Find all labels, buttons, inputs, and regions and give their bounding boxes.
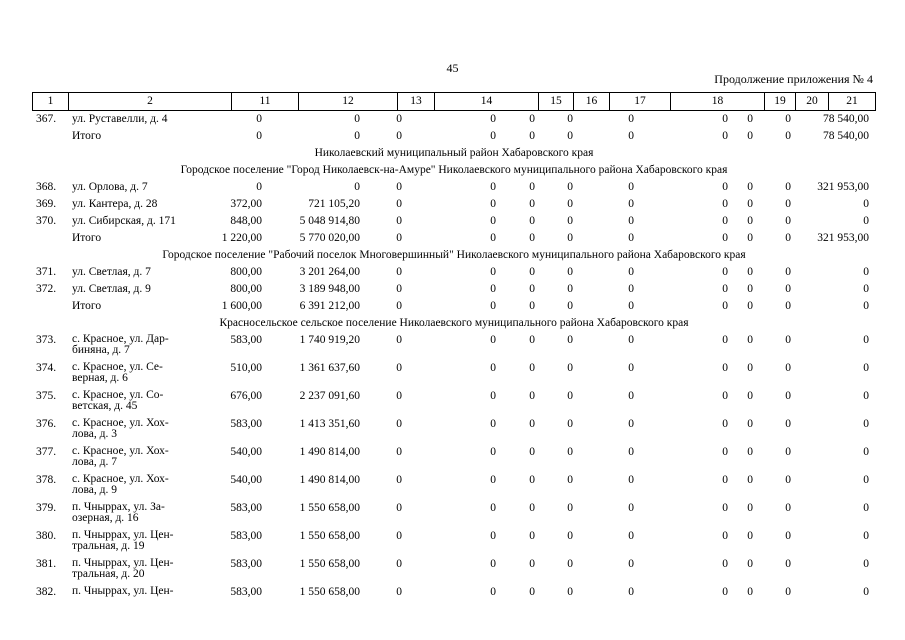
- value-cell: 510,00: [230, 362, 262, 374]
- value-cell: 0: [722, 283, 728, 295]
- header-cell: 12: [298, 93, 397, 110]
- value-cell: 0: [567, 215, 573, 227]
- value-cell: 0: [747, 181, 753, 193]
- value-cell: 0: [722, 446, 728, 458]
- value-cell: 0: [628, 530, 634, 542]
- value-cell: 0: [567, 130, 573, 142]
- address-cell: с. Красное, ул. Со-ветская, д. 45: [72, 389, 164, 412]
- section-heading: Городское поселение "Рабочий поселок Многовершинный" Николаевского муниципального района Хабаровского края: [162, 249, 746, 261]
- value-cell: 0: [490, 266, 496, 278]
- table-row: [32, 111, 876, 128]
- value-cell: 0: [567, 418, 573, 430]
- value-cell: 1 413 351,60: [299, 418, 360, 430]
- value-cell: 5 770 020,00: [299, 232, 360, 244]
- address-cell: Итого: [72, 232, 102, 244]
- value-cell: 0: [863, 474, 869, 486]
- value-cell: 0: [567, 334, 573, 346]
- value-cell: 321 953,00: [817, 181, 869, 193]
- value-cell: 0: [722, 181, 728, 193]
- value-cell: 0: [722, 474, 728, 486]
- value-cell: 0: [628, 215, 634, 227]
- value-cell: 0: [628, 181, 634, 193]
- table-row: [32, 416, 876, 444]
- value-cell: 0: [529, 558, 535, 570]
- value-cell: 721 105,20: [308, 198, 360, 210]
- value-cell: 0: [722, 300, 728, 312]
- value-cell: 0: [529, 586, 535, 598]
- value-cell: 800,00: [230, 266, 262, 278]
- table-row: [32, 472, 876, 500]
- value-cell: 0: [628, 446, 634, 458]
- value-cell: 583,00: [230, 334, 262, 346]
- value-cell: 0: [529, 530, 535, 542]
- value-cell: 0: [529, 130, 535, 142]
- value-cell: 0: [628, 300, 634, 312]
- value-cell: 0: [529, 113, 535, 125]
- table-row: [32, 213, 876, 230]
- value-cell: 0: [747, 362, 753, 374]
- table-row: [32, 179, 876, 196]
- address-cell: ул. Кантера, д. 28: [72, 198, 158, 210]
- value-cell: 0: [863, 502, 869, 514]
- value-cell: 0: [628, 130, 634, 142]
- section-heading: Красносельское сельское поселение Николаевского муниципального района Хабаровского края: [219, 317, 689, 329]
- value-cell: 0: [529, 362, 535, 374]
- address-cell: п. Чныррах, ул. Цен-тральная, д. 20: [72, 557, 174, 580]
- address-cell: ул. Руставелли, д. 4: [72, 113, 168, 125]
- value-cell: 0: [567, 181, 573, 193]
- address-cell: ул. Орлова, д. 7: [72, 181, 148, 193]
- value-cell: 0: [396, 446, 402, 458]
- value-cell: 583,00: [230, 530, 262, 542]
- row-number: [32, 128, 72, 145]
- value-cell: 0: [396, 390, 402, 402]
- value-cell: 0: [567, 474, 573, 486]
- header-cell: 17: [609, 93, 670, 110]
- value-cell: 0: [490, 586, 496, 598]
- value-cell: 0: [567, 232, 573, 244]
- value-cell: 0: [863, 586, 869, 598]
- value-cell: 0: [490, 283, 496, 295]
- value-cell: 1 600,00: [221, 300, 262, 312]
- value-cell: 0: [747, 446, 753, 458]
- value-cell: 0: [396, 418, 402, 430]
- value-cell: 0: [490, 390, 496, 402]
- value-cell: 0: [490, 232, 496, 244]
- page-number: 45: [446, 61, 459, 75]
- value-cell: 0: [529, 474, 535, 486]
- value-cell: 0: [722, 418, 728, 430]
- value-cell: 0: [863, 390, 869, 402]
- table-row: [32, 556, 876, 584]
- value-cell: 0: [722, 586, 728, 598]
- value-cell: 0: [628, 283, 634, 295]
- value-cell: 0: [863, 418, 869, 430]
- value-cell: 0: [256, 113, 262, 125]
- section-heading: Николаевский муниципальный район Хабаровского края: [314, 147, 594, 159]
- row-number: 376.: [36, 418, 57, 430]
- row-number: 380.: [36, 530, 57, 542]
- value-cell: 0: [628, 390, 634, 402]
- value-cell: 0: [490, 502, 496, 514]
- table-row: [32, 264, 876, 281]
- value-cell: 0: [785, 418, 791, 430]
- value-cell: 0: [529, 334, 535, 346]
- value-cell: 583,00: [230, 586, 262, 598]
- value-cell: 0: [747, 232, 753, 244]
- value-cell: 3 189 948,00: [299, 283, 360, 295]
- value-cell: 0: [747, 113, 753, 125]
- value-cell: 0: [490, 130, 496, 142]
- address-cell: п. Чныррах, ул. Цен-: [72, 585, 174, 597]
- address-cell: с. Красное, ул. Хох-лова, д. 7: [72, 445, 169, 468]
- value-cell: 0: [567, 390, 573, 402]
- value-cell: 0: [567, 300, 573, 312]
- value-cell: 1 550 658,00: [299, 530, 360, 542]
- value-cell: 0: [628, 502, 634, 514]
- value-cell: 0: [863, 266, 869, 278]
- value-cell: 0: [863, 362, 869, 374]
- value-cell: 6 391 212,00: [299, 300, 360, 312]
- value-cell: 0: [529, 181, 535, 193]
- header-cell: 19: [764, 93, 795, 110]
- value-cell: 0: [863, 446, 869, 458]
- value-cell: 0: [722, 362, 728, 374]
- value-cell: 540,00: [230, 474, 262, 486]
- value-cell: 0: [529, 232, 535, 244]
- value-cell: 0: [567, 558, 573, 570]
- value-cell: 321 953,00: [817, 232, 869, 244]
- value-cell: 0: [785, 215, 791, 227]
- header-cell: 20: [795, 93, 828, 110]
- value-cell: 0: [785, 300, 791, 312]
- value-cell: 0: [628, 266, 634, 278]
- value-cell: 0: [628, 198, 634, 210]
- value-cell: 0: [785, 362, 791, 374]
- value-cell: 0: [567, 446, 573, 458]
- value-cell: 0: [785, 586, 791, 598]
- value-cell: 0: [785, 283, 791, 295]
- value-cell: 0: [354, 130, 360, 142]
- row-number: 369.: [36, 198, 57, 210]
- value-cell: 0: [628, 558, 634, 570]
- table-row: [32, 332, 876, 360]
- value-cell: 0: [785, 232, 791, 244]
- value-cell: 0: [529, 390, 535, 402]
- value-cell: 0: [396, 300, 402, 312]
- value-cell: 0: [785, 181, 791, 193]
- table-row: [32, 444, 876, 472]
- address-cell: п. Чныррах, ул. За-озерная, д. 16: [72, 501, 165, 524]
- header-cell: 14: [434, 93, 538, 110]
- value-cell: 0: [396, 558, 402, 570]
- value-cell: 0: [567, 198, 573, 210]
- value-cell: 0: [628, 232, 634, 244]
- value-cell: 0: [747, 530, 753, 542]
- value-cell: 0: [747, 283, 753, 295]
- value-cell: 0: [747, 198, 753, 210]
- address-cell: ул. Светлая, д. 7: [72, 266, 151, 278]
- header-cell: 18: [670, 93, 764, 110]
- value-cell: 1 550 658,00: [299, 586, 360, 598]
- value-cell: 540,00: [230, 446, 262, 458]
- value-cell: 0: [256, 181, 262, 193]
- value-cell: 0: [747, 558, 753, 570]
- row-number: 378.: [36, 474, 57, 486]
- address-cell: Итого: [72, 130, 102, 142]
- value-cell: 583,00: [230, 502, 262, 514]
- value-cell: 0: [396, 530, 402, 542]
- value-cell: 0: [628, 113, 634, 125]
- value-cell: 0: [567, 502, 573, 514]
- value-cell: 583,00: [230, 558, 262, 570]
- address-cell: с. Красное, ул. Хох-лова, д. 9: [72, 473, 169, 496]
- value-cell: 0: [722, 390, 728, 402]
- value-cell: 0: [490, 530, 496, 542]
- address-cell: п. Чныррах, ул. Цен-тральная, д. 19: [72, 529, 174, 552]
- total-row: [32, 128, 876, 145]
- value-cell: 0: [490, 300, 496, 312]
- address-cell: ул. Светлая, д. 9: [72, 283, 151, 295]
- value-cell: 0: [863, 283, 869, 295]
- value-cell: 0: [863, 215, 869, 227]
- value-cell: 0: [529, 215, 535, 227]
- value-cell: 0: [490, 362, 496, 374]
- value-cell: 0: [785, 474, 791, 486]
- value-cell: 0: [354, 113, 360, 125]
- value-cell: 0: [529, 502, 535, 514]
- value-cell: 0: [628, 362, 634, 374]
- value-cell: 0: [785, 266, 791, 278]
- table-row: [32, 360, 876, 388]
- value-cell: 0: [256, 130, 262, 142]
- table-row: [32, 196, 876, 213]
- value-cell: 0: [490, 418, 496, 430]
- value-cell: 0: [396, 502, 402, 514]
- value-cell: 0: [722, 334, 728, 346]
- value-cell: 0: [567, 266, 573, 278]
- appendix-table: [32, 92, 876, 612]
- value-cell: 0: [567, 113, 573, 125]
- value-cell: 1 550 658,00: [299, 558, 360, 570]
- address-cell: с. Красное, ул. Се-верная, д. 6: [72, 361, 163, 384]
- value-cell: 5 048 914,80: [299, 215, 360, 227]
- value-cell: 0: [396, 362, 402, 374]
- value-cell: 0: [490, 474, 496, 486]
- value-cell: 0: [529, 198, 535, 210]
- table-row: [32, 528, 876, 556]
- value-cell: 0: [529, 283, 535, 295]
- value-cell: 0: [722, 198, 728, 210]
- row-number: 370.: [36, 215, 57, 227]
- value-cell: 0: [396, 266, 402, 278]
- value-cell: 0: [863, 558, 869, 570]
- value-cell: 1 220,00: [221, 232, 262, 244]
- value-cell: 0: [396, 198, 402, 210]
- value-cell: 1 490 814,00: [299, 446, 360, 458]
- value-cell: 0: [722, 232, 728, 244]
- row-number: [32, 298, 72, 315]
- value-cell: 0: [722, 130, 728, 142]
- value-cell: 0: [747, 300, 753, 312]
- table-row: [32, 584, 876, 612]
- row-number: [32, 230, 72, 247]
- table-row: [32, 281, 876, 298]
- value-cell: 0: [863, 334, 869, 346]
- value-cell: 0: [628, 586, 634, 598]
- value-cell: 0: [863, 198, 869, 210]
- value-cell: 0: [747, 390, 753, 402]
- value-cell: 1 740 919,20: [299, 334, 360, 346]
- header-cell: 21: [828, 93, 876, 110]
- header-cell: 11: [231, 93, 298, 110]
- value-cell: 0: [396, 474, 402, 486]
- table-header-row: [32, 92, 876, 111]
- value-cell: 0: [785, 113, 791, 125]
- value-cell: 0: [785, 390, 791, 402]
- value-cell: 0: [490, 446, 496, 458]
- value-cell: 0: [747, 502, 753, 514]
- value-cell: 0: [529, 266, 535, 278]
- row-number: 372.: [36, 283, 57, 295]
- value-cell: 0: [396, 334, 402, 346]
- value-cell: 0: [396, 113, 402, 125]
- value-cell: 0: [747, 474, 753, 486]
- value-cell: 0: [785, 334, 791, 346]
- value-cell: 1 490 814,00: [299, 474, 360, 486]
- value-cell: 0: [747, 418, 753, 430]
- value-cell: 1 550 658,00: [299, 502, 360, 514]
- table-row: [32, 388, 876, 416]
- value-cell: 0: [567, 586, 573, 598]
- value-cell: 0: [722, 215, 728, 227]
- address-cell: Итого: [72, 300, 102, 312]
- value-cell: 0: [785, 198, 791, 210]
- value-cell: 0: [722, 530, 728, 542]
- value-cell: 0: [628, 334, 634, 346]
- value-cell: 372,00: [230, 198, 262, 210]
- value-cell: 848,00: [230, 215, 262, 227]
- table-row: [32, 500, 876, 528]
- total-row: [32, 298, 876, 315]
- value-cell: 0: [722, 113, 728, 125]
- value-cell: 0: [396, 130, 402, 142]
- header-cell: 15: [538, 93, 573, 110]
- value-cell: 0: [529, 446, 535, 458]
- value-cell: 1 361 637,60: [299, 362, 360, 374]
- row-number: 377.: [36, 446, 57, 458]
- value-cell: 0: [529, 300, 535, 312]
- value-cell: 0: [747, 266, 753, 278]
- value-cell: 0: [747, 334, 753, 346]
- row-number: 374.: [36, 362, 57, 374]
- value-cell: 0: [567, 362, 573, 374]
- value-cell: 0: [747, 130, 753, 142]
- value-cell: 0: [628, 418, 634, 430]
- row-number: 368.: [36, 181, 57, 193]
- value-cell: 0: [785, 502, 791, 514]
- value-cell: 0: [396, 181, 402, 193]
- continuation-caption: Продолжение приложения № 4: [714, 72, 873, 86]
- header-cell: 16: [573, 93, 609, 110]
- value-cell: 0: [567, 283, 573, 295]
- value-cell: 0: [785, 446, 791, 458]
- value-cell: 800,00: [230, 283, 262, 295]
- section-heading: Городское поселение "Город Николаевск-на-Амуре" Николаевского муниципального района Хабаровского края: [180, 164, 728, 176]
- header-cell: 13: [397, 93, 434, 110]
- total-row: [32, 230, 876, 247]
- value-cell: 0: [863, 530, 869, 542]
- row-number: 367.: [36, 113, 57, 125]
- value-cell: 3 201 264,00: [299, 266, 360, 278]
- value-cell: 0: [396, 232, 402, 244]
- row-number: 379.: [36, 502, 57, 514]
- value-cell: 0: [396, 586, 402, 598]
- row-number: 375.: [36, 390, 57, 402]
- value-cell: 0: [628, 474, 634, 486]
- value-cell: 0: [747, 215, 753, 227]
- row-number: 382.: [36, 586, 57, 598]
- row-number: 381.: [36, 558, 57, 570]
- value-cell: 0: [490, 334, 496, 346]
- row-number: 371.: [36, 266, 57, 278]
- value-cell: 0: [396, 215, 402, 227]
- value-cell: 0: [490, 558, 496, 570]
- value-cell: 78 540,00: [823, 130, 869, 142]
- value-cell: 0: [396, 283, 402, 295]
- value-cell: 0: [785, 558, 791, 570]
- value-cell: 0: [354, 181, 360, 193]
- value-cell: 0: [490, 215, 496, 227]
- value-cell: 0: [490, 181, 496, 193]
- value-cell: 0: [722, 266, 728, 278]
- header-cell: 2: [68, 93, 231, 110]
- address-cell: ул. Сибирская, д. 171: [72, 215, 176, 227]
- value-cell: 583,00: [230, 418, 262, 430]
- table-body: [32, 111, 876, 612]
- value-cell: 0: [785, 130, 791, 142]
- header-cell: 1: [32, 93, 68, 110]
- value-cell: 0: [747, 586, 753, 598]
- value-cell: 78 540,00: [823, 113, 869, 125]
- value-cell: 0: [567, 530, 573, 542]
- value-cell: 0: [722, 558, 728, 570]
- value-cell: 2 237 091,60: [299, 390, 360, 402]
- value-cell: 676,00: [230, 390, 262, 402]
- value-cell: 0: [490, 113, 496, 125]
- value-cell: 0: [863, 300, 869, 312]
- value-cell: 0: [529, 418, 535, 430]
- value-cell: 0: [490, 198, 496, 210]
- address-cell: с. Красное, ул. Дар-биняна, д. 7: [72, 333, 169, 356]
- value-cell: 0: [722, 502, 728, 514]
- row-number: 373.: [36, 334, 57, 346]
- address-cell: с. Красное, ул. Хох-лова, д. 3: [72, 417, 169, 440]
- value-cell: 0: [785, 530, 791, 542]
